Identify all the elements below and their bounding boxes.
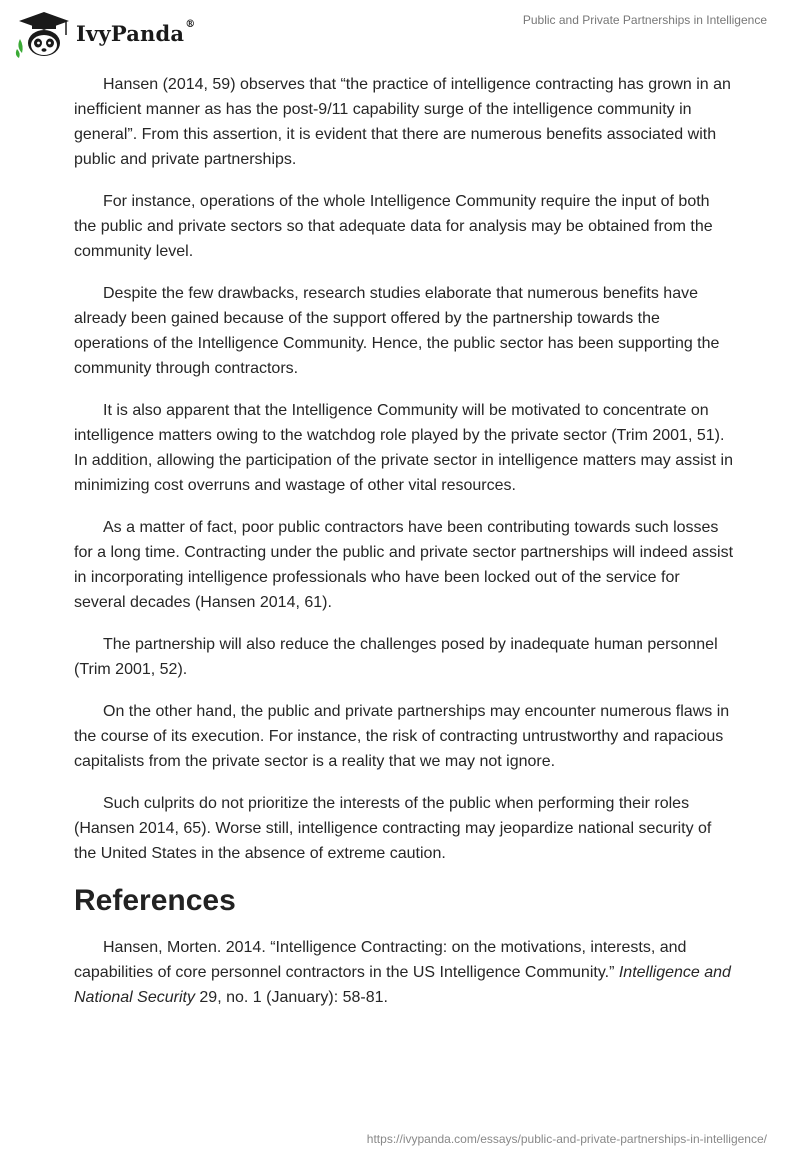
brand-name: IvyPanda® bbox=[76, 19, 196, 46]
reference-details: 29, no. 1 (January): 58-81. bbox=[194, 989, 388, 1006]
body-paragraph: On the other hand, the public and private partnerships may encounter numerous flaws in the course of its execution. For instance, the risk of contracting untrustworthy and rapacious capitalists from the private sector is a reality that we may not ignore. bbox=[74, 703, 730, 770]
page-header bbox=[0, 0, 800, 64]
source-url[interactable]: https://ivypanda.com/essays/public-and-private-partnerships-in-intelligence/ bbox=[366, 1132, 767, 1146]
body-paragraph: For instance, operations of the whole Intelligence Community require the input of both the public and private sectors so that adequate data for analysis may be obtained from the community level. bbox=[74, 193, 713, 260]
running-title: Public and Private Partnerships in Intelligence bbox=[522, 13, 767, 27]
ivypanda-logo[interactable] bbox=[14, 9, 254, 59]
references-heading: References bbox=[74, 884, 236, 917]
reference-journal: Intelligence and National Security bbox=[74, 964, 731, 1006]
body-paragraph: Such culprits do not prioritize the interests of the public when performing their roles (Hansen 2014, 65). Worse still, intelligence contracting may jeopardize national security of the United States in the absence of extreme caution. bbox=[74, 795, 712, 862]
reference-text: Hansen, Morten. 2014. “Intelligence Contracting: on the motivations, interests, and capabilities of core personnel contractors in the US Intelligence Community.” bbox=[74, 939, 687, 981]
reference-entry bbox=[74, 935, 734, 1010]
essay-content bbox=[74, 72, 734, 1010]
registered-mark: ® bbox=[185, 19, 196, 30]
body-paragraph: It is also apparent that the Intelligence Community will be motivated to concentrate on intelligence matters owing to the watchdog role played by the private sector (Trim 2001, 51). In addition, allowing the participation of the private sector in intelligence matters may assist in minimizing cost overruns and wastage of other vital resources. bbox=[74, 402, 734, 494]
body-paragraph: As a matter of fact, poor public contractors have been contributing towards such losses for a long time. Contracting under the public and private sector partnerships will indeed assist in incorporating intelligence professionals who have been locked out of the service for several decades (Hansen 2014, 61). bbox=[74, 519, 734, 611]
body-paragraph: Despite the few drawbacks, research studies elaborate that numerous benefits have already been gained because of the support offered by the partnership towards the operations of the Intelligence Community. Hence, the public sector has been supporting the community through contractors. bbox=[74, 285, 720, 377]
body-paragraph: Hansen (2014, 59) observes that “the practice of intelligence contracting has grown in an inefficient manner as has the post-9/11 capability surge of the intelligence community in general”. From this assertion, it is evident that there are numerous benefits associated with public and private partnerships. bbox=[74, 76, 731, 168]
body-paragraph: The partnership will also reduce the challenges posed by inadequate human personnel (Trim 2001, 52). bbox=[74, 636, 718, 678]
panda-graduation-cap-icon bbox=[14, 9, 74, 59]
